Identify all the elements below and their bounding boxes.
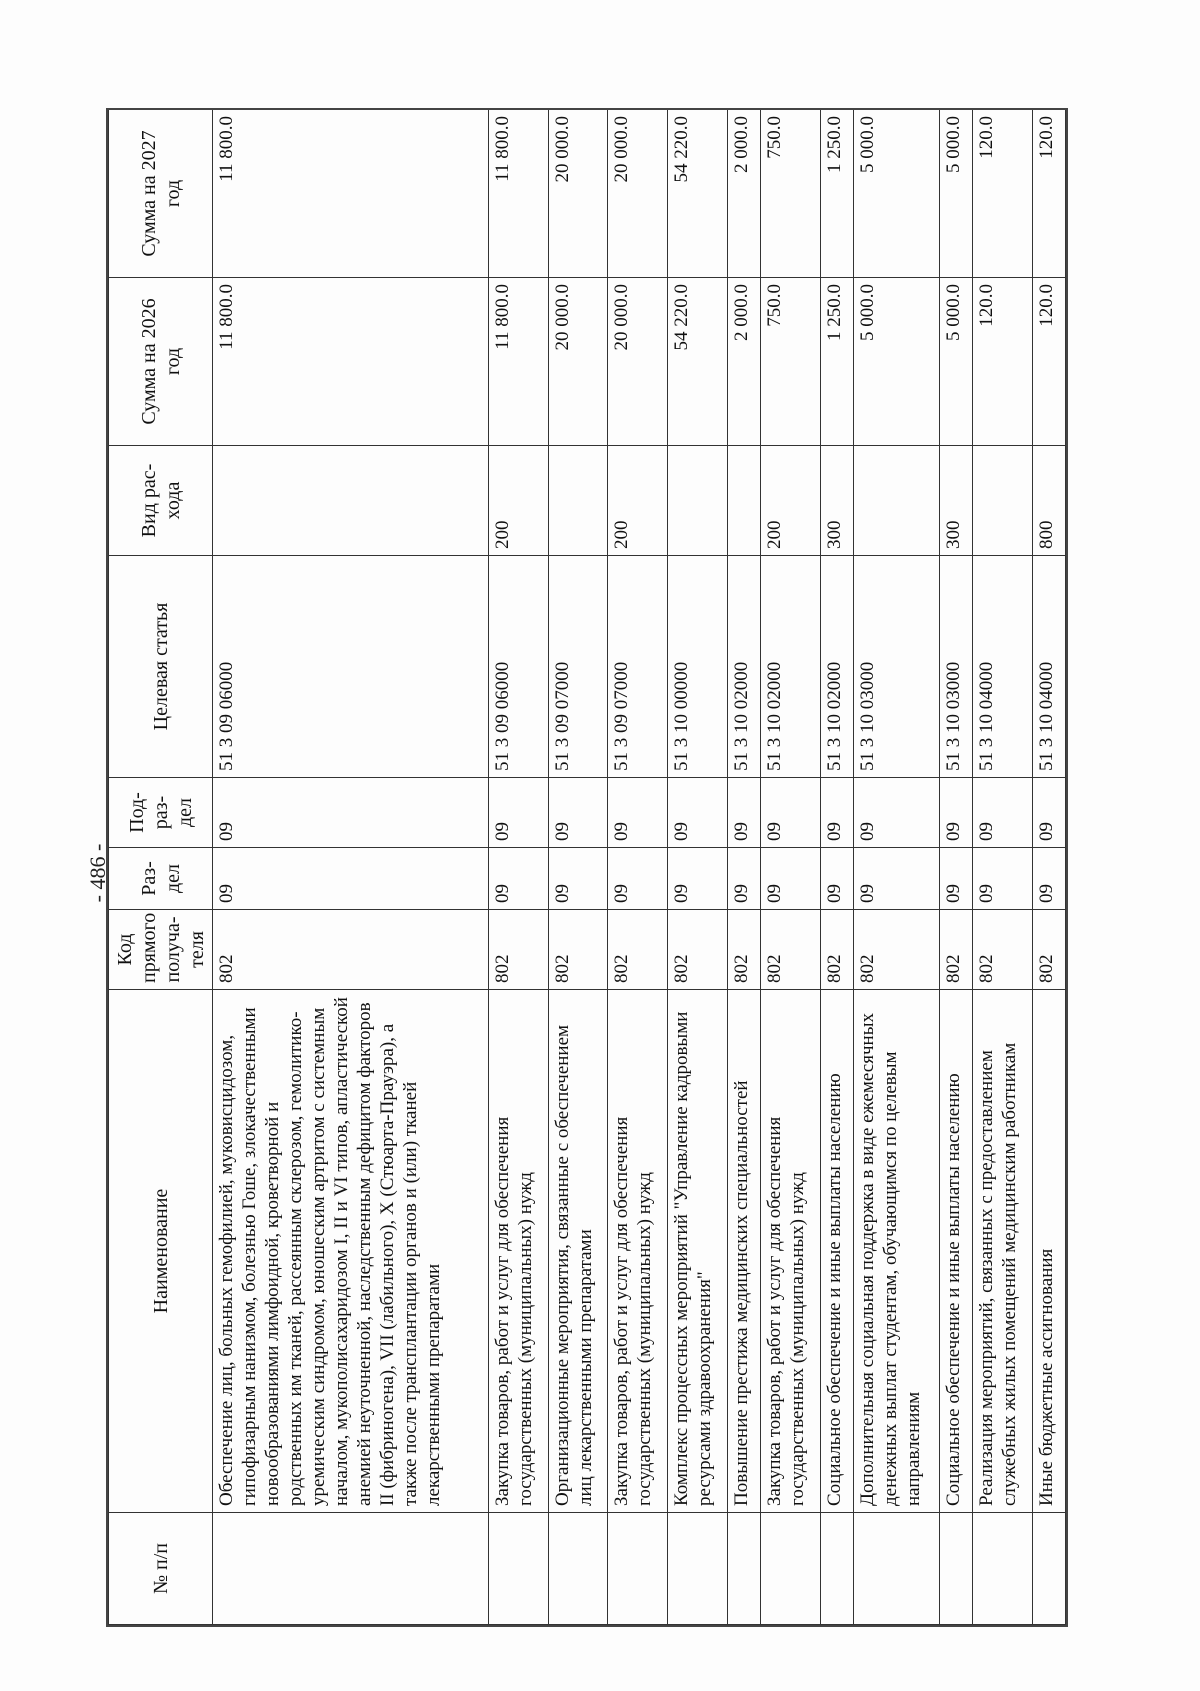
cell-section: 09 — [760, 848, 820, 910]
cell-sum-2027: 20 000.0 — [548, 110, 608, 278]
cell-name: Закупка товаров, работ и услуг для обеспечения государственных (муниципальных) нужд — [760, 990, 820, 1513]
cell-target: 51 3 10 04000 — [1033, 556, 1066, 778]
table-body — [213, 110, 1066, 1625]
cell-name: Повышение престижа медицинских специальностей — [728, 990, 761, 1513]
cell-expense-type: 300 — [940, 446, 973, 556]
cell-subsection: 09 — [728, 778, 761, 848]
cell-recipient: 802 — [488, 910, 548, 990]
cell-recipient: 802 — [1033, 910, 1066, 990]
table-row — [940, 110, 973, 1625]
cell-subsection: 09 — [608, 778, 668, 848]
cell-name: Социальное обеспечение и иные выплаты населению — [940, 990, 973, 1513]
header-section: Раз-дел — [109, 848, 213, 910]
cell-section: 09 — [820, 848, 853, 910]
cell-section: 09 — [728, 848, 761, 910]
budget-table — [108, 110, 1066, 1625]
header-recipient: Код прямого получа-теля — [109, 910, 213, 990]
cell-target: 51 3 09 07000 — [548, 556, 608, 778]
cell-target: 51 3 10 02000 — [760, 556, 820, 778]
table-row — [728, 110, 761, 1625]
cell-name: Иные бюджетные ассигнования — [1033, 990, 1066, 1513]
cell-recipient: 802 — [548, 910, 608, 990]
cell-recipient: 802 — [940, 910, 973, 990]
cell-num — [1033, 1513, 1066, 1625]
cell-section: 09 — [548, 848, 608, 910]
header-sum-2027: Сумма на 2027 год — [109, 110, 213, 278]
cell-recipient: 802 — [608, 910, 668, 990]
cell-sum-2026: 750.0 — [760, 278, 820, 446]
cell-expense-type: 800 — [1033, 446, 1066, 556]
cell-sum-2027: 120.0 — [973, 110, 1033, 278]
cell-expense-type — [973, 446, 1033, 556]
table-row — [1033, 110, 1066, 1625]
cell-recipient: 802 — [760, 910, 820, 990]
cell-sum-2026: 120.0 — [973, 278, 1033, 446]
cell-subsection: 09 — [973, 778, 1033, 848]
cell-expense-type — [728, 446, 761, 556]
cell-expense-type: 200 — [760, 446, 820, 556]
cell-name: Реализация мероприятий, связанных с предоставлением служебных жилых помещений медицинским работникам — [973, 990, 1033, 1513]
cell-expense-type — [668, 446, 728, 556]
cell-target: 51 3 10 03000 — [853, 556, 940, 778]
cell-sum-2026: 1 250.0 — [820, 278, 853, 446]
cell-num — [820, 1513, 853, 1625]
cell-sum-2027: 2 000.0 — [728, 110, 761, 278]
cell-subsection: 09 — [820, 778, 853, 848]
cell-target: 51 3 10 02000 — [728, 556, 761, 778]
cell-section: 09 — [973, 848, 1033, 910]
cell-num — [213, 1513, 489, 1625]
cell-sum-2027: 11 800.0 — [488, 110, 548, 278]
cell-num — [973, 1513, 1033, 1625]
cell-sum-2027: 11 800.0 — [213, 110, 489, 278]
cell-expense-type: 300 — [820, 446, 853, 556]
cell-subsection: 09 — [853, 778, 940, 848]
cell-target: 51 3 10 04000 — [973, 556, 1033, 778]
table-row — [608, 110, 668, 1625]
table-row — [488, 110, 548, 1625]
cell-subsection: 09 — [213, 778, 489, 848]
header-num: № п/п — [109, 1513, 213, 1625]
cell-name: Социальное обеспечение и иные выплаты населению — [820, 990, 853, 1513]
cell-sum-2026: 54 220.0 — [668, 278, 728, 446]
cell-subsection: 09 — [940, 778, 973, 848]
cell-expense-type: 200 — [488, 446, 548, 556]
cell-name: Обеспечение лиц, больных гемофилией, муковисцидозом, гипофизарным нанизмом, болезнью Гоше, злокачественными новообразованиями лимфоидной, кроветворной и родственных им тканей, рассеянным склерозом, гемолитико-уремическим синдромом, юношеским артритом с системным началом, мукополисахаридозом I, II и VI типов, апластической анемией неуточненной, наследственным дефицитом факторов II (фибриногена), VII (лабильного), X (Стюарта-Прауэра), а также после трансплантации органов и (или) тканей лекарственными препаратами — [213, 990, 489, 1513]
cell-recipient: 802 — [213, 910, 489, 990]
header-sum-2026: Сумма на 2026 год — [109, 278, 213, 446]
cell-num — [488, 1513, 548, 1625]
header-subsection: Под-раз-дел — [109, 778, 213, 848]
cell-num — [548, 1513, 608, 1625]
cell-recipient: 802 — [668, 910, 728, 990]
cell-sum-2026: 5 000.0 — [940, 278, 973, 446]
page-number: - 486 - — [85, 843, 110, 903]
table-row — [213, 110, 489, 1625]
cell-name: Закупка товаров, работ и услуг для обеспечения государственных (муниципальных) нужд — [608, 990, 668, 1513]
table-row — [760, 110, 820, 1625]
cell-name: Комплекс процессных мероприятий "Управление кадровыми ресурсами здравоохранения" — [668, 990, 728, 1513]
header-expense-type: Вид рас-хода — [109, 446, 213, 556]
cell-expense-type — [548, 446, 608, 556]
cell-name: Организационные мероприятия, связанные с обеспечением лиц лекарственными препаратами — [548, 990, 608, 1513]
cell-target: 51 3 09 06000 — [488, 556, 548, 778]
table-header-row — [109, 110, 213, 1625]
cell-subsection: 09 — [1033, 778, 1066, 848]
cell-sum-2027: 750.0 — [760, 110, 820, 278]
cell-sum-2026: 2 000.0 — [728, 278, 761, 446]
cell-name: Закупка товаров, работ и услуг для обеспечения государственных (муниципальных) нужд — [488, 990, 548, 1513]
cell-sum-2026: 20 000.0 — [548, 278, 608, 446]
landscape-table-wrapper — [108, 110, 1066, 1625]
cell-expense-type — [853, 446, 940, 556]
table-row — [820, 110, 853, 1625]
cell-num — [608, 1513, 668, 1625]
cell-section: 09 — [668, 848, 728, 910]
cell-recipient: 802 — [853, 910, 940, 990]
header-name: Наименование — [109, 990, 213, 1513]
cell-expense-type — [213, 446, 489, 556]
rotated-table-container — [108, 110, 1066, 1625]
header-target: Целевая статья — [109, 556, 213, 778]
cell-expense-type: 200 — [608, 446, 668, 556]
cell-section: 09 — [213, 848, 489, 910]
cell-recipient: 802 — [728, 910, 761, 990]
cell-target: 51 3 09 06000 — [213, 556, 489, 778]
cell-sum-2027: 5 000.0 — [940, 110, 973, 278]
cell-sum-2027: 5 000.0 — [853, 110, 940, 278]
table-row — [973, 110, 1033, 1625]
cell-sum-2026: 11 800.0 — [213, 278, 489, 446]
cell-sum-2026: 11 800.0 — [488, 278, 548, 446]
cell-recipient: 802 — [973, 910, 1033, 990]
cell-target: 51 3 09 07000 — [608, 556, 668, 778]
cell-target: 51 3 10 02000 — [820, 556, 853, 778]
cell-subsection: 09 — [488, 778, 548, 848]
cell-target: 51 3 10 00000 — [668, 556, 728, 778]
cell-subsection: 09 — [548, 778, 608, 848]
cell-num — [940, 1513, 973, 1625]
cell-subsection: 09 — [668, 778, 728, 848]
cell-target: 51 3 10 03000 — [940, 556, 973, 778]
cell-sum-2026: 20 000.0 — [608, 278, 668, 446]
cell-num — [728, 1513, 761, 1625]
cell-num — [668, 1513, 728, 1625]
cell-section: 09 — [853, 848, 940, 910]
table-row — [548, 110, 608, 1625]
cell-section: 09 — [608, 848, 668, 910]
cell-recipient: 802 — [820, 910, 853, 990]
cell-section: 09 — [1033, 848, 1066, 910]
cell-section: 09 — [940, 848, 973, 910]
cell-section: 09 — [488, 848, 548, 910]
cell-sum-2026: 5 000.0 — [853, 278, 940, 446]
table-row — [668, 110, 728, 1625]
cell-name: Дополнительная социальная поддержка в виде ежемесячных денежных выплат студентам, обучающимся по целевым направлениям — [853, 990, 940, 1513]
cell-num — [853, 1513, 940, 1625]
table-row — [853, 110, 940, 1625]
cell-sum-2027: 1 250.0 — [820, 110, 853, 278]
cell-sum-2026: 120.0 — [1033, 278, 1066, 446]
cell-sum-2027: 20 000.0 — [608, 110, 668, 278]
cell-subsection: 09 — [760, 778, 820, 848]
cell-sum-2027: 54 220.0 — [668, 110, 728, 278]
cell-num — [760, 1513, 820, 1625]
cell-sum-2027: 120.0 — [1033, 110, 1066, 278]
